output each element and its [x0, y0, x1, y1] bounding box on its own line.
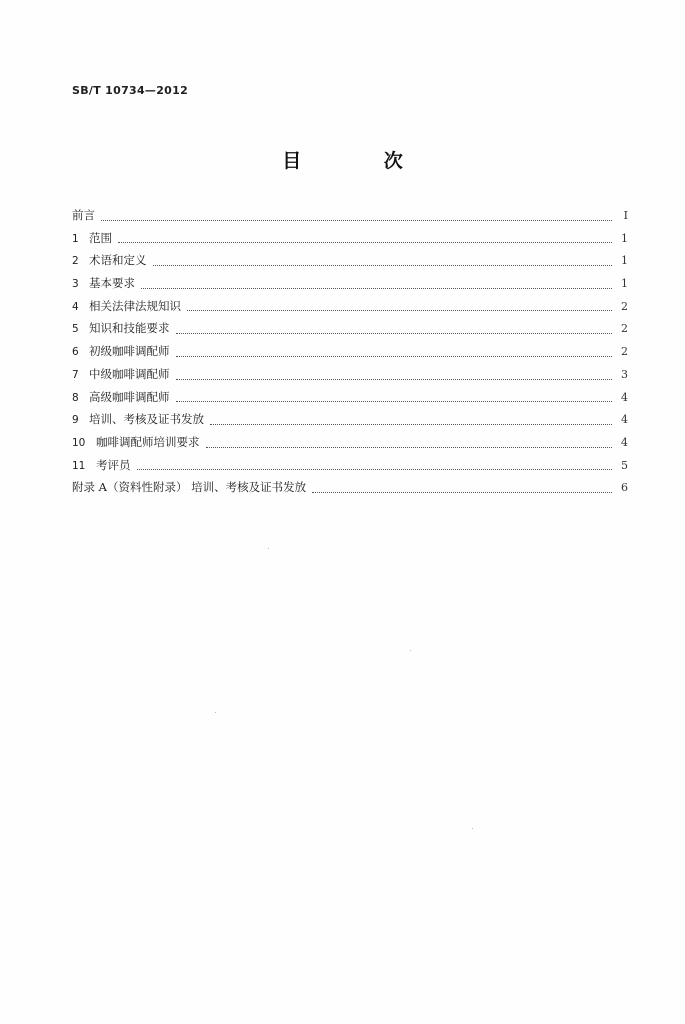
- leader-dots: [312, 492, 612, 493]
- toc-entry-number: 10: [72, 436, 86, 449]
- leader-dots: [210, 424, 612, 425]
- toc-entry-label: 基本要求: [89, 276, 135, 291]
- leader-dots: [141, 288, 612, 289]
- toc-entry-page: 2: [621, 322, 628, 336]
- leader-dots: [176, 356, 613, 357]
- table-of-contents: [72, 204, 630, 499]
- leader-dots: [176, 401, 613, 402]
- toc-entry-number: 8: [72, 391, 79, 404]
- toc-entry-page: Ⅰ: [623, 209, 628, 222]
- scan-speck: [472, 828, 473, 829]
- scan-speck: [215, 712, 216, 713]
- leader-dots: [176, 379, 613, 380]
- toc-entry-label: 高级咖啡调配师: [89, 389, 170, 404]
- toc-entry-label: 前言: [72, 208, 95, 222]
- toc-entry-label: 术语和定义: [89, 253, 147, 268]
- toc-entry-page: 1: [621, 231, 628, 245]
- toc-entry-number: 2: [72, 255, 79, 268]
- standard-code: SB/T 10734—2012: [72, 84, 189, 97]
- leader-dots: [187, 310, 612, 311]
- toc-entry-label: 培训、考核及证书发放: [89, 412, 204, 427]
- toc-entry-label: 知识和技能要求: [89, 321, 170, 336]
- toc-entry-label: 中级咖啡调配师: [89, 366, 170, 381]
- toc-title: 目 次: [282, 150, 441, 172]
- leader-dots: [118, 242, 612, 243]
- toc-entry-foreword[interactable]: [72, 204, 630, 227]
- toc-entry-page: 5: [621, 458, 628, 472]
- scan-speck: [268, 548, 269, 549]
- toc-entry-label: 初级咖啡调配师: [89, 344, 170, 359]
- toc-entry-label: 相关法律法规知识: [89, 298, 181, 313]
- toc-entry-10[interactable]: [72, 431, 630, 454]
- toc-entry-number: 4: [72, 300, 79, 313]
- toc-entry-number: 7: [72, 368, 79, 381]
- leader-dots: [206, 447, 613, 448]
- toc-entry-5[interactable]: [72, 317, 630, 340]
- toc-entry-number: 1: [72, 232, 79, 245]
- toc-entry-page: 2: [621, 299, 628, 313]
- toc-entry-number: 3: [72, 278, 79, 291]
- toc-entry-4[interactable]: [72, 295, 630, 318]
- toc-entry-label: 咖啡调配师培训要求: [96, 434, 200, 449]
- toc-entry-7[interactable]: [72, 363, 630, 386]
- toc-entry-11[interactable]: [72, 454, 630, 477]
- leader-dots: [137, 469, 613, 470]
- toc-entry-8[interactable]: [72, 386, 630, 409]
- leader-dots: [101, 220, 612, 221]
- toc-entry-3[interactable]: [72, 272, 630, 295]
- toc-entry-2[interactable]: [72, 249, 630, 272]
- toc-entry-1[interactable]: [72, 227, 630, 250]
- toc-entry-number: 11: [72, 459, 86, 472]
- toc-entry-page: 4: [621, 413, 628, 427]
- toc-entry-9[interactable]: [72, 408, 630, 431]
- toc-entry-page: 1: [621, 277, 628, 291]
- toc-entry-6[interactable]: [72, 340, 630, 363]
- leader-dots: [153, 265, 613, 266]
- toc-entry-label: 考评员: [96, 457, 131, 472]
- toc-entry-page: 6: [621, 481, 628, 495]
- toc-entry-page: 2: [621, 345, 628, 359]
- toc-entry-number: 6: [72, 346, 79, 359]
- toc-entry-number: 9: [72, 414, 79, 427]
- toc-entry-label: 附录 A（资料性附录） 培训、考核及证书发放: [72, 480, 307, 495]
- toc-entry-annex-a[interactable]: [72, 476, 630, 499]
- scan-speck: [410, 650, 411, 651]
- toc-entry-page: 3: [621, 367, 628, 381]
- toc-entry-page: 4: [621, 390, 628, 404]
- toc-entry-number: 5: [72, 323, 79, 336]
- leader-dots: [176, 333, 613, 334]
- toc-entry-label: 范围: [89, 230, 112, 245]
- toc-entry-page: 4: [621, 435, 628, 449]
- toc-entry-page: 1: [621, 254, 628, 268]
